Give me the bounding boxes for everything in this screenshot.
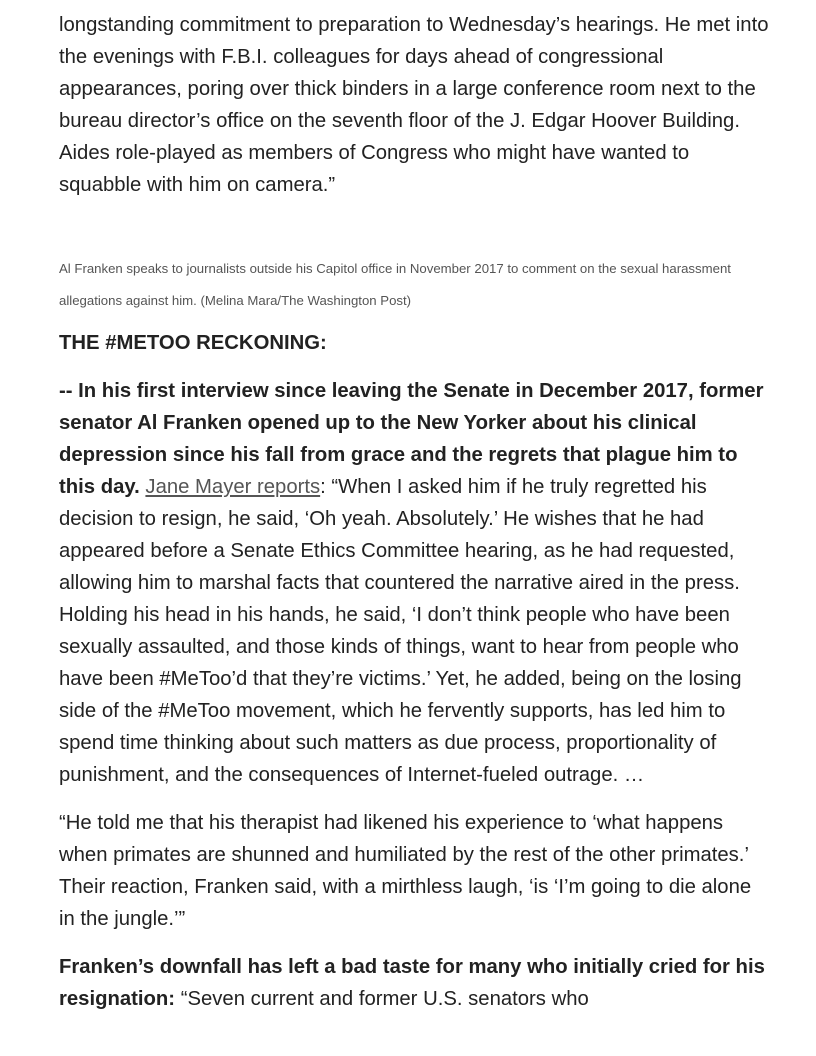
paragraph-text: “Seven current and former U.S. senators who xyxy=(175,988,589,1010)
section-heading: THE #METOO RECKONING: xyxy=(59,332,327,354)
article-body xyxy=(59,9,769,1015)
article-paragraph xyxy=(59,375,769,791)
paragraph-lead: Franken’s downfall has left a bad taste for many who initially cried for his resignation: xyxy=(59,956,765,1010)
article-paragraph: “He told me that his therapist had likened his experience to ‘what happens when primates are shunned and humiliated by the rest of the other primates.’ Their reaction, Franken said, with a mirthless laugh, ‘is ‘I’m going to die alone in the jungle.’” xyxy=(59,812,752,930)
paragraph-lead: -- In his first interview since leaving the Senate in December 2017, former senator Al Franken opened up to the New Yorker about his clinical depression since his fall from grace and the regrets that plague him to this day. xyxy=(59,380,764,498)
paragraph-text: : “When I asked him if he truly regretted his decision to resign, he said, ‘Oh yeah. Absolutely.’ He wishes that he had appeared before a Senate Ethics Committee hearing, as he had requested, allowing him to marshal facts that countered the narrative aired in the press. Holding his head in his hands, he said, ‘I don’t think people who have been sexually assaulted, and those kinds of things, want to hear from people who have been #MeToo’d that they’re victims.’ Yet, he added, being on the losing side of the #MeToo movement, which he fervently supports, has led him to spend time thinking about such matters as due process, proportionality of punishment, and the consequences of Internet-fueled outrage. … xyxy=(59,476,742,786)
article-paragraph: longstanding commitment to preparation to Wednesday’s hearings. He met into the evenings with F.B.I. colleagues for days ahead of congressional appearances, poring over thick binders in a large conference room next to the bureau director’s office on the seventh floor of the J. Edgar Hoover Building. Aides role-played as members of Congress who might have wanted to squabble with him on camera.” xyxy=(59,14,769,196)
article-paragraph xyxy=(59,951,769,1015)
jane-mayer-link[interactable]: Jane Mayer reports xyxy=(145,476,321,498)
photo-caption: Al Franken speaks to journalists outside his Capitol office in November 2017 to comment on the sexual harassment allegations against him. (Melina Mara/The Washington Post) xyxy=(59,261,731,308)
